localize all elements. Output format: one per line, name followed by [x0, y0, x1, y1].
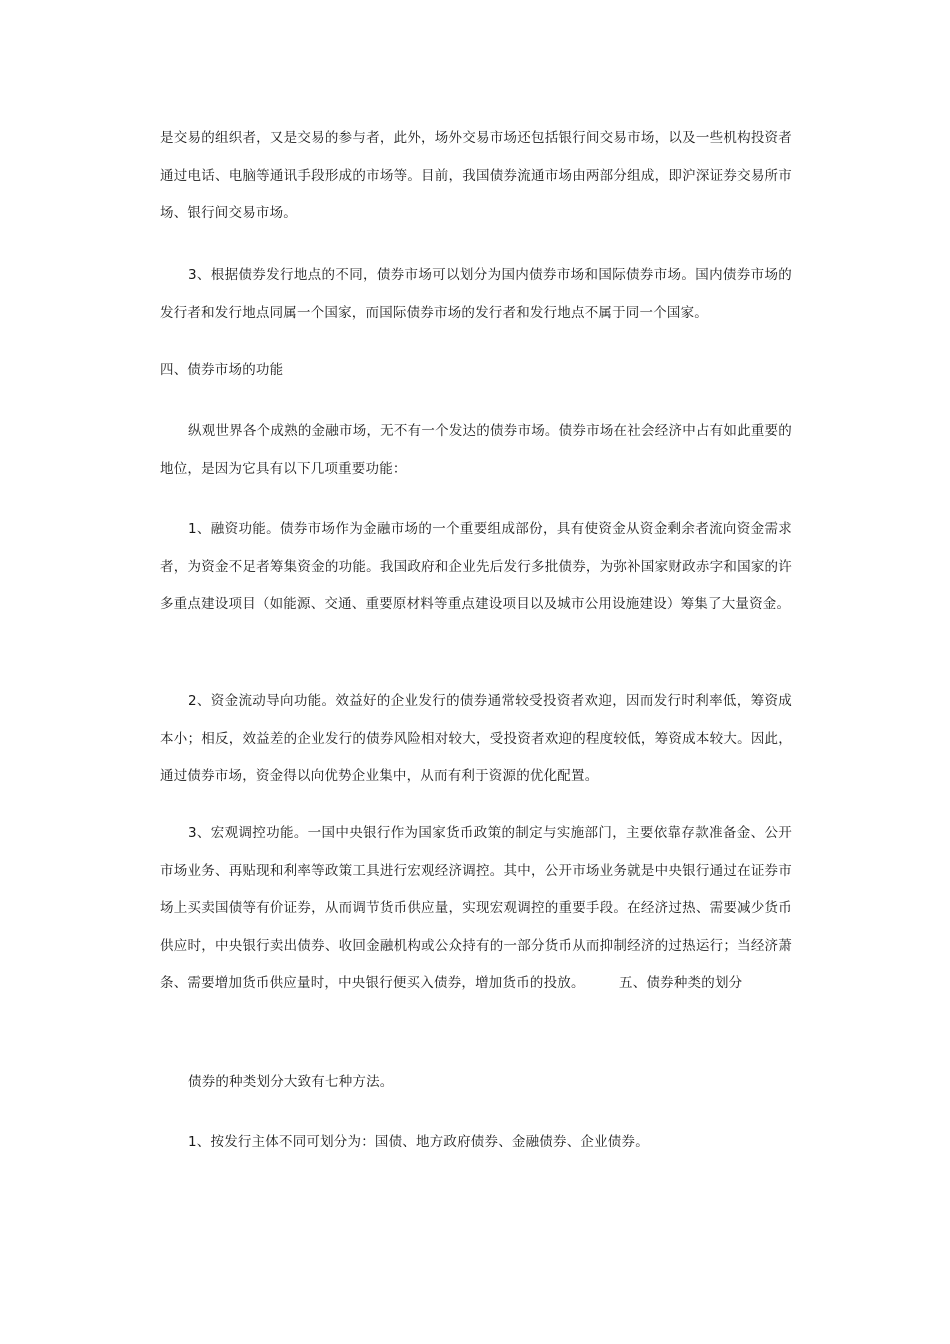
section-heading-functions: 四、债券市场的功能	[160, 362, 284, 378]
paragraph-capital-flow-function: 2、资金流动导向功能。效益好的企业发行的债券通常较受投资者欢迎，因而发行时利率低，筹资成本小；相反，效益差的企业发行的债券风险相对较大，受投资者欢迎的程度较低，筹资成本较大。因此，通过债券市场，资金得以向优势企业集中，从而有利于资源的优化配置。	[160, 693, 792, 784]
paragraph-exchange-market: 是交易的组织者，又是交易的参与者，此外，场外交易市场还包括银行间交易市场，以及一些机构投资者通过电话、电脑等通讯手段形成的市场等。目前，我国债券流通市场由两部分组成，即沪深证券交易所市场、银行间交易市场。	[160, 130, 792, 221]
paragraph-financing-function: 1、融资功能。债券市场作为金融市场的一个重要组成部份，具有使资金从资金剩余者流向资金需求者，为资金不足者筹集资金的功能。我国政府和企业先后发行多批债券，为弥补国家财政赤字和国家的许多重点建设项目（如能源、交通、重要原材料等重点建设项目以及城市公用设施建设）筹集了大量资金。	[160, 521, 792, 612]
paragraph-functions-intro: 纵观世界各个成熟的金融市场，无不有一个发达的债券市场。债券市场在社会经济中占有如此重要的地位，是因为它具有以下几项重要功能：	[160, 423, 792, 477]
paragraph-domestic-international: 3、根据债券发行地点的不同，债券市场可以划分为国内债券市场和国际债券市场。国内债券市场的发行者和发行地点同属一个国家，而国际债券市场的发行者和发行地点不属于同一个国家。	[160, 267, 792, 321]
paragraph-macro-control-function: 3、宏观调控功能。一国中央银行作为国家货币政策的制定与实施部门，主要依靠存款准备金、公开市场业务、再贴现和利率等政策工具进行宏观经济调控。其中，公开市场业务就是中央银行通过在证券市场上买卖国债等有价证券，从而调节货币供应量，实现宏观调控的重要手段。在经济过热、需要减少货币供应时，中央银行卖出债券、收回金融机构或公众持有的一部分货币从而抑制经济的过热运行；当经济萧条、需要增加货币供应量时，中央银行便买入债券，增加货币的投放。 五、债券种类的划分	[160, 825, 792, 991]
paragraph-classification-issuer: 1、按发行主体不同可划分为：国债、地方政府债券、金融债券、企业债券。	[188, 1134, 649, 1150]
paragraph-classification-intro: 债券的种类划分大致有七种方法。	[188, 1074, 394, 1090]
